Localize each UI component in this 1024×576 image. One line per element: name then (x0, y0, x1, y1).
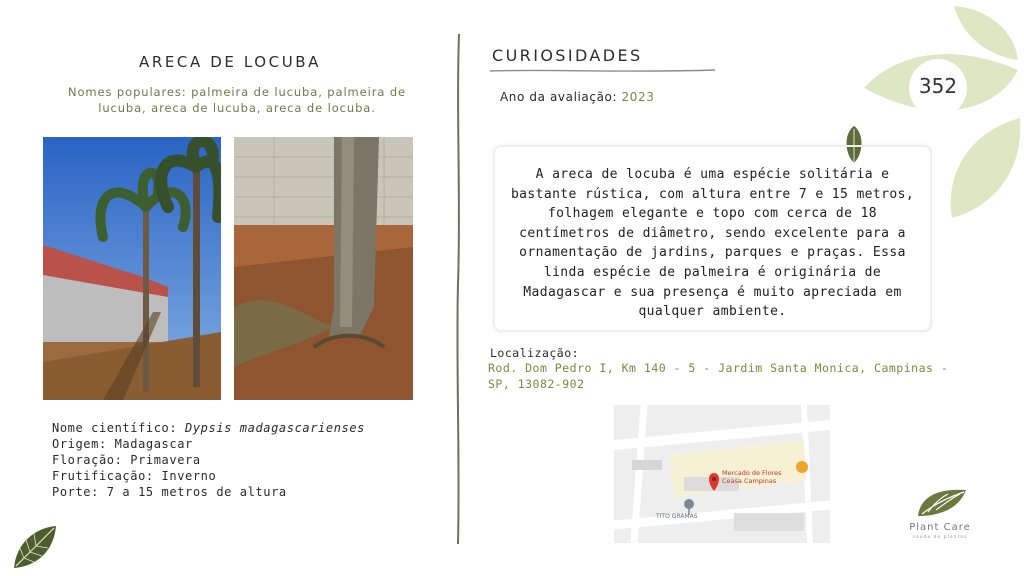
page-divider (449, 34, 469, 544)
curiosity-text: A areca de locuba é uma espécie solitária e bastante rústica, com altura entre 7 e 15 metros, folhagem elegante e topo com cerca de 18 centímetros de diâmetro, sendo excelente para a ornamentação de jardins, parques e praças. Essa linda espécie de palmeira é originária de Madagascar e sua presença é muito apreciada em qualquer ambiente. (510, 167, 915, 320)
evaluation-year: Ano da avaliação: 2023 (500, 90, 655, 104)
plant-details (52, 420, 365, 500)
location-map[interactable] (614, 405, 830, 543)
size-line: Porte: 7 a 15 metros de altura (52, 485, 287, 499)
plant-photo-palms (43, 137, 221, 400)
plant-title: ARECA DE LOCUBA (138, 53, 322, 71)
fruiting-line: Frutificação: Inverno (52, 469, 217, 483)
leaf-icon-bottom-left (10, 522, 60, 572)
plant-photo-trunk (234, 137, 413, 400)
location-label: Localização: (490, 346, 580, 360)
curiosity-box (493, 145, 932, 332)
location-address: Rod. Dom Pedro I, Km 140 - 5 - Jardim Santa Monica, Campinas - SP, 13082-902 (488, 361, 949, 391)
title-underline (490, 68, 715, 74)
map-place-label-1: Mercado de Flores (722, 469, 782, 477)
scientific-name: Dypsis madagascarienses (185, 421, 365, 435)
curiosities-title: CURIOSIDADES (492, 46, 643, 65)
map-place-label-2: Ceasa Campinas (722, 477, 777, 485)
brand-name: Plant Care (909, 522, 971, 533)
scientific-name-line: Nome científico: Dypsis madagascarienses (52, 421, 365, 435)
leaf-shape-bottom (951, 118, 1021, 218)
evaluation-year-value: 2023 (621, 90, 655, 104)
leaf-shape-top (954, 6, 1018, 60)
origin-line: Origem: Madagascar (52, 437, 193, 451)
plant-care-logo-icon (914, 486, 970, 520)
popular-names: Nomes populares: palmeira de lucuba, palmeira de lucuba, areca de lucuba, areca de locuba. (67, 85, 407, 115)
map-street-label: TITO GRAMAS (656, 513, 698, 520)
page-number-badge: 352 (918, 74, 958, 98)
brand-tagline: saúde de plantas (912, 535, 968, 540)
flowering-line: Floração: Primavera (52, 453, 201, 467)
